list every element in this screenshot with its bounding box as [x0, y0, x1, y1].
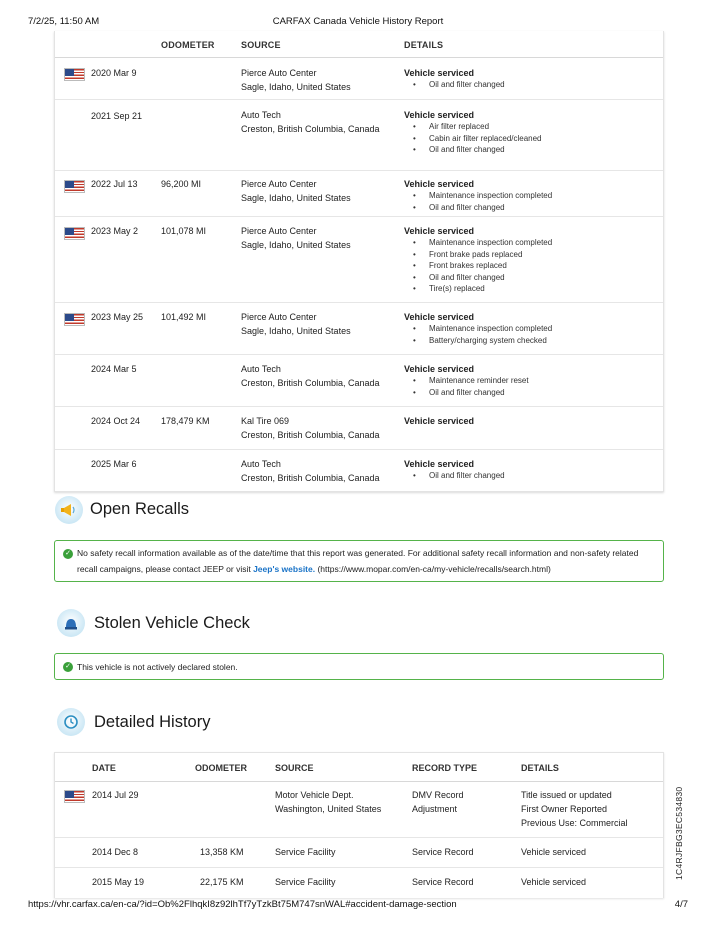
row-odometer: 178,479 KM	[161, 416, 210, 426]
print-title: CARFAX Canada Vehicle History Report	[272, 16, 444, 27]
detail-item: • Maintenance reminder reset	[404, 375, 529, 387]
open-recalls-title: Open Recalls	[90, 500, 190, 518]
source-name: Auto Tech	[241, 459, 281, 469]
history-icon	[57, 708, 85, 736]
source-name: Pierce Auto Center	[241, 312, 317, 322]
service-history-table	[54, 31, 664, 492]
row-source-name: Motor Vehicle Dept.	[275, 790, 354, 800]
detail-item: • Maintenance inspection completed	[404, 190, 552, 202]
row-source-name: Service Facility	[275, 847, 336, 857]
us-flag-icon	[64, 790, 85, 803]
column-header-details: DETAILS	[521, 763, 559, 773]
table-row	[55, 407, 663, 450]
column-header-odometer: ODOMETER	[195, 763, 248, 773]
row-detail: Vehicle serviced	[521, 847, 587, 857]
row-odometer: 22,175 KM	[200, 877, 244, 887]
row-record-type: DMV Record	[412, 790, 464, 800]
row-record-type: Service Record	[412, 877, 474, 887]
source-location: Creston, British Columbia, Canada	[241, 378, 380, 388]
table-row	[55, 782, 663, 838]
vin-side-text: 1C4RJFBG3EC534830	[674, 786, 684, 880]
details-title: Vehicle serviced	[404, 364, 475, 374]
recall-notice-body: No safety recall information available as of the date/time that this report was generated. For additional safety recall information and non-safety related recall campaigns, please contact JEEP or visit	[77, 548, 639, 574]
source-location: Sagle, Idaho, United States	[241, 193, 351, 203]
source-location: Creston, British Columbia, Canada	[241, 473, 380, 483]
us-flag-icon	[64, 227, 85, 240]
row-date: 2015 May 19	[92, 877, 145, 887]
details-title: Vehicle serviced	[404, 68, 475, 78]
row-detail: Title issued or updated	[521, 790, 612, 800]
row-date: 2023 May 2	[91, 226, 139, 236]
page-number: 4/7	[674, 899, 688, 910]
detail-item: • Oil and filter changed	[404, 202, 552, 214]
row-date: 2024 Mar 5	[91, 364, 137, 374]
table-row	[55, 100, 663, 171]
row-date: 2025 Mar 6	[91, 459, 137, 469]
row-date: 2014 Jul 29	[92, 790, 139, 800]
row-odometer: 96,200 MI	[161, 179, 202, 189]
detail-item: • Maintenance inspection completed	[404, 323, 552, 335]
row-source	[241, 362, 380, 390]
row-source	[241, 108, 380, 136]
detail-item: • Front brakes replaced	[404, 260, 552, 272]
megaphone-icon-svg	[55, 496, 83, 524]
detail-item: • Tire(s) replaced	[404, 283, 552, 295]
stolen-vehicle-check-title: Stolen Vehicle Check	[94, 614, 250, 632]
row-source	[241, 177, 351, 205]
us-flag-icon	[64, 68, 85, 81]
print-url: https://vhr.carfax.ca/en-ca/?id=Ob%2FlhqkI8z92lhTf7yTzkBt75M747snWAL#accident-damage-section	[28, 899, 457, 910]
details-title: Vehicle serviced	[404, 312, 475, 322]
print-timestamp: 7/2/25, 11:50 AM	[28, 16, 100, 27]
details-title: Vehicle serviced	[404, 416, 475, 426]
history-table-header	[55, 753, 663, 782]
row-source	[241, 457, 380, 485]
table-row	[55, 58, 663, 100]
row-odometer: 101,078 MI	[161, 226, 207, 236]
row-source	[241, 66, 351, 94]
table-row	[55, 838, 663, 868]
table-row	[55, 303, 663, 355]
row-details	[404, 67, 505, 91]
source-name: Kal Tire 069	[241, 416, 290, 426]
details-title: Vehicle serviced	[404, 459, 475, 469]
recall-url-text: (https://www.mopar.com/en-ca/my-vehicle/recalls/search.html)	[315, 564, 551, 574]
detail-item: • Oil and filter changed	[404, 272, 552, 284]
row-date: 2020 Mar 9	[91, 68, 137, 78]
row-date: 2014 Dec 8	[92, 847, 139, 857]
row-details	[404, 225, 552, 295]
print-footer	[28, 899, 688, 911]
recall-notice	[54, 540, 664, 582]
us-flag-icon	[64, 180, 85, 193]
source-location: Creston, British Columbia, Canada	[241, 124, 380, 134]
column-header-source: SOURCE	[275, 763, 314, 773]
column-header-record-type: RECORD TYPE	[412, 763, 478, 773]
jeep-website-link[interactable]: Jeep's website.	[253, 564, 316, 574]
details-title: Vehicle serviced	[404, 110, 475, 120]
row-date: 2022 Jul 13	[91, 179, 138, 189]
source-name: Pierce Auto Center	[241, 179, 317, 189]
source-location: Sagle, Idaho, United States	[241, 240, 351, 250]
stolen-notice-text: This vehicle is not actively declared stolen.	[77, 662, 238, 672]
detail-item: • Front brake pads replaced	[404, 249, 552, 261]
table-row	[55, 450, 663, 492]
row-detail: Previous Use: Commercial	[521, 818, 628, 828]
row-detail: Vehicle serviced	[521, 877, 587, 887]
history-icon-svg	[57, 708, 85, 736]
row-details	[404, 109, 542, 156]
table-row	[55, 355, 663, 407]
row-odometer: 101,492 MI	[161, 312, 207, 322]
column-header-source: SOURCE	[241, 40, 281, 50]
column-header-details: DETAILS	[404, 40, 444, 50]
police-light-icon-svg	[57, 609, 85, 637]
row-details	[404, 458, 505, 482]
details-title: Vehicle serviced	[404, 179, 475, 189]
row-date: 2023 May 25	[91, 312, 144, 322]
row-source-name: Service Facility	[275, 877, 336, 887]
detail-item: • Oil and filter changed	[404, 79, 505, 91]
recall-notice-text	[77, 545, 653, 577]
row-source-location: Washington, United States	[275, 804, 382, 814]
row-details	[404, 178, 552, 213]
table-row	[55, 217, 663, 303]
check-circle-icon: ✓	[63, 662, 73, 672]
row-source	[241, 414, 380, 442]
detail-item: • Cabin air filter replaced/cleaned	[404, 133, 542, 145]
megaphone-icon	[55, 496, 83, 524]
source-name: Auto Tech	[241, 364, 281, 374]
row-detail: First Owner Reported	[521, 804, 608, 814]
source-location: Sagle, Idaho, United States	[241, 326, 351, 336]
service-table-header	[55, 31, 663, 58]
detail-item: • Battery/charging system checked	[404, 335, 552, 347]
row-odometer: 13,358 KM	[200, 847, 244, 857]
row-record-type: Adjustment	[412, 804, 458, 814]
detailed-history-table	[54, 752, 664, 898]
detail-item: • Oil and filter changed	[404, 387, 529, 399]
source-name: Pierce Auto Center	[241, 226, 317, 236]
source-name: Auto Tech	[241, 110, 281, 120]
detail-item: • Air filter replaced	[404, 121, 542, 133]
row-date: 2021 Sep 21	[91, 111, 143, 121]
details-title: Vehicle serviced	[404, 226, 475, 236]
print-header	[28, 16, 688, 28]
detail-item: • Maintenance inspection completed	[404, 237, 552, 249]
table-row	[55, 171, 663, 217]
detailed-history-title: Detailed History	[94, 713, 211, 731]
row-record-type: Service Record	[412, 847, 474, 857]
table-row	[55, 868, 663, 898]
column-header-odometer: ODOMETER	[161, 40, 215, 50]
source-name: Pierce Auto Center	[241, 68, 317, 78]
column-header-date: DATE	[92, 763, 116, 773]
stolen-notice	[54, 653, 664, 680]
source-location: Creston, British Columbia, Canada	[241, 430, 380, 440]
row-details	[404, 415, 474, 427]
detail-item: • Oil and filter changed	[404, 144, 542, 156]
row-details	[404, 363, 529, 398]
row-date: 2024 Oct 24	[91, 416, 141, 426]
detail-item: • Oil and filter changed	[404, 470, 505, 482]
source-location: Sagle, Idaho, United States	[241, 82, 351, 92]
check-circle-icon: ✓	[63, 549, 73, 559]
row-source	[241, 310, 351, 338]
us-flag-icon	[64, 313, 85, 326]
police-light-icon	[57, 609, 85, 637]
row-details	[404, 311, 552, 346]
row-source	[241, 224, 351, 252]
